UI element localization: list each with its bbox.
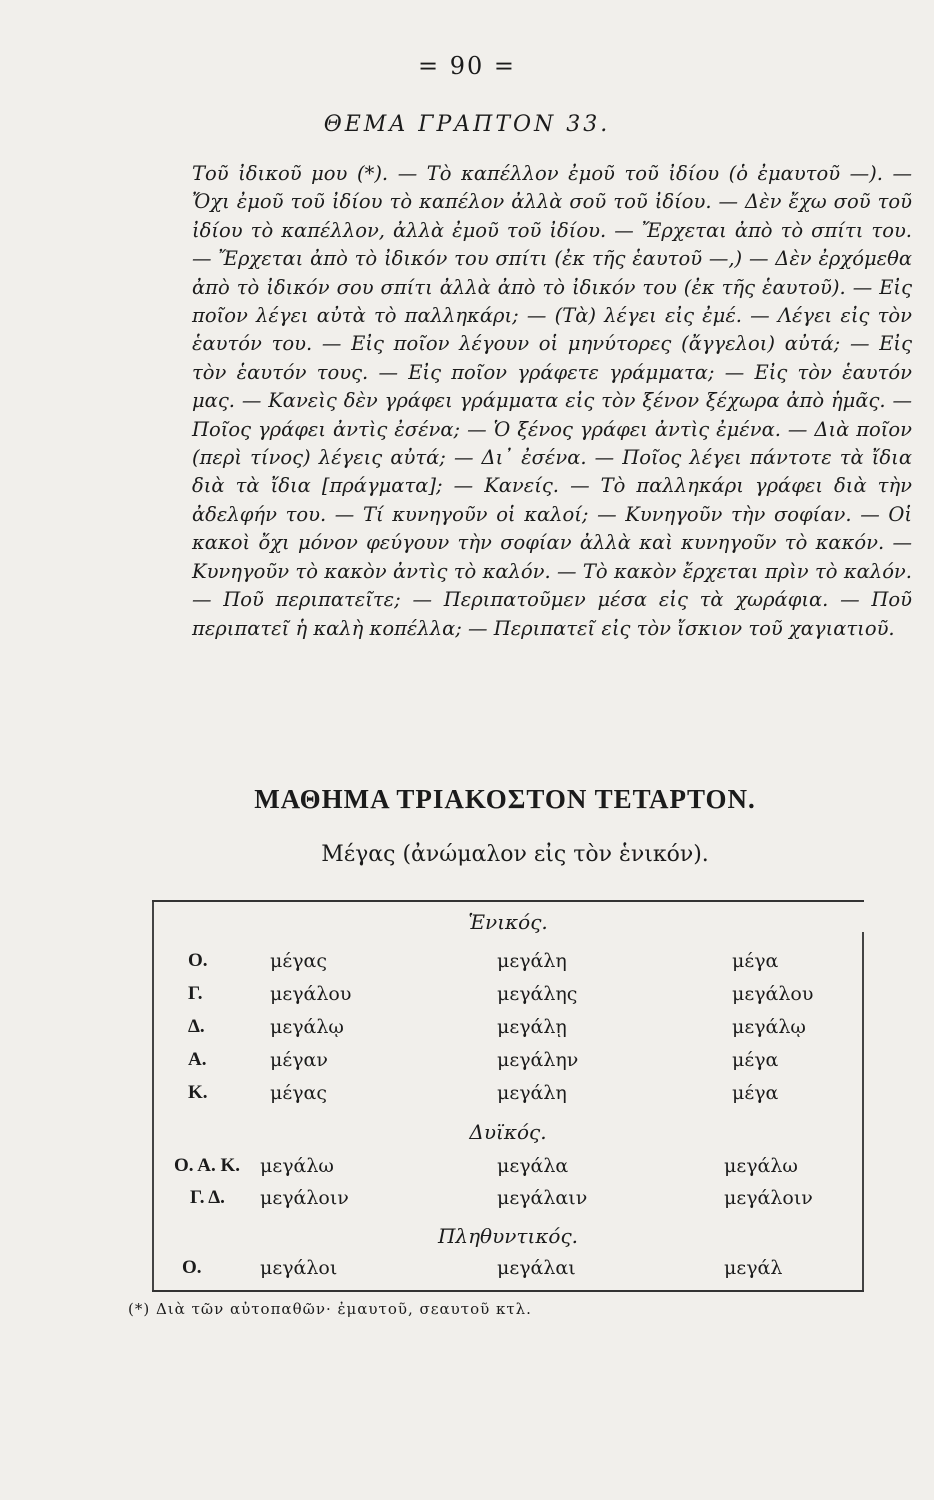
table-row bbox=[152, 1257, 864, 1287]
feminine-form: μεγάλαιν bbox=[497, 1187, 588, 1209]
exercise-title: ΘΕΜΑ ΓΡΑΠΤΟΝ 33. bbox=[323, 112, 611, 137]
neuter-form: μέγα bbox=[732, 1049, 779, 1071]
neuter-form: μεγάλῳ bbox=[732, 1016, 806, 1038]
declension-table bbox=[152, 900, 864, 1292]
lesson-subtitle: Μέγας (ἀνώμαλον εἰς τὸν ἑνικόν). bbox=[321, 842, 709, 867]
case-label: Κ. bbox=[188, 1082, 208, 1103]
table-row bbox=[152, 1155, 864, 1185]
neuter-form: μέγα bbox=[732, 950, 779, 972]
masculine-form: μεγάλω bbox=[260, 1155, 334, 1177]
case-label: Γ. Δ. bbox=[190, 1187, 225, 1208]
feminine-form: μεγάλη bbox=[497, 950, 567, 972]
neuter-form: μεγάλω bbox=[724, 1155, 798, 1177]
feminine-form: μεγάλαι bbox=[497, 1257, 576, 1279]
plural-heading: Πληθυντικός. bbox=[437, 1224, 579, 1248]
neuter-form: μέγα bbox=[732, 1082, 779, 1104]
feminine-form: μεγάλῃ bbox=[497, 1016, 567, 1038]
masculine-form: μέγας bbox=[270, 950, 328, 972]
case-label: Ο. bbox=[182, 1257, 202, 1278]
table-row bbox=[152, 1187, 864, 1217]
masculine-form: μέγαν bbox=[270, 1049, 328, 1071]
case-label: Ο. bbox=[188, 950, 208, 971]
exercise-text: Τοῦ ἰδικοῦ μου (*). — Τὸ καπέλλον ἐμοῦ τοῦ ἰδίου (ὁ ἐμαυτοῦ —). — Ὄχι ἐμοῦ τοῦ ἰδίου τὸ καπέλον ἀλλὰ σοῦ τοῦ ἰδίου. — Δὲν ἔχω σοῦ τοῦ ἰδίου τὸ καπέλλον, ἀλλὰ ἐμοῦ τοῦ ἰδίου. — Ἔρχεται ἀπὸ τὸ σπίτι του. — Ἔρχεται ἀπὸ τὸ ἰδικόν του σπίτι (ἐκ τῆς ἑαυτοῦ —,) — Δὲν ἐρχόμεθα ἀπὸ τὸ ἰδικόν σου σπίτι ἀλλὰ ἀπὸ τὸ ἰδικόν του (ἐκ τῆς ἑαυτοῦ). — Εἰς ποῖον λέγει αὐτὰ τὸ παλληκάρι; — (Τὰ) λέγει εἰς ἐμέ. — Λέγει εἰς τὸν ἑαυτόν του. — Εἰς ποῖον λέγουν οἱ μηνύτορες (ἄγγελοι) αὐτά; — Εἰς τὸν ἑαυτόν τους. — Εἰς ποῖον γράφετε γράμματα; — Εἰς τὸν ἑαυτόν μας. — Κανεὶς δὲν γράφει γράμματα εἰς τὸν ξένον ξέχωρα ἀπὸ ἡμᾶς. — Ποῖος γράφει ἀντὶς ἐσένα; — Ὁ ξένος γράφει ἀντὶς ἐμένα. — Διὰ ποῖον (περὶ τίνος) λέγεις αὐτά; — Δι᾽ ἐσένα. — Ποῖος λέγει πάντοτε τὰ ἴδια διὰ τὰ ἴδια [πράγματα]; — Κανείς. — Τὸ παλληκάρι γράφει διὰ τὴν ἀδελφήν του. — Τί κυνηγοῦν οἱ καλοί; — Κυνηγοῦν τὴν σοφίαν. — Οἱ κακοὶ ὄχι μόνον φεύγουν τὴν σοφίαν ἀλλὰ καὶ κυνηγοῦν τὸ κακόν. — Κυνηγοῦν τὸ κακὸν ἀντὶς τὸ καλόν. — Τὸ κακὸν ἔρχεται πρὶν τὸ καλόν. — Ποῦ περιπατεῖτε; — Περιπατοῦμεν μέσα εἰς τὰ χωράφια. — Ποῦ περιπατεῖ ἡ καλὴ κοπέλλα; — Περιπατεῖ εἰς τὸν ἴσκιον τοῦ χαγιατιοῦ. bbox=[192, 162, 912, 640]
table-row bbox=[152, 1016, 864, 1046]
masculine-form: μεγάλοιν bbox=[260, 1187, 349, 1209]
masculine-form: μεγάλου bbox=[270, 983, 352, 1005]
masculine-form: μέγας bbox=[270, 1082, 328, 1104]
case-label: Ο. Α. Κ. bbox=[174, 1155, 240, 1176]
table-row bbox=[152, 1049, 864, 1079]
table-row bbox=[152, 1082, 864, 1112]
footnote: (*) Διὰ τῶν αὐτοπαθῶν· ἐμαυτοῦ, σεαυτοῦ κτλ. bbox=[128, 1300, 532, 1318]
neuter-form: μεγάλ bbox=[724, 1257, 783, 1279]
neuter-form: μεγάλοιν bbox=[724, 1187, 813, 1209]
singular-heading: Ἑνικός. bbox=[468, 910, 548, 934]
feminine-form: μεγάλα bbox=[497, 1155, 569, 1177]
dual-heading: Δυϊκός. bbox=[469, 1120, 547, 1144]
case-label: Γ. bbox=[188, 983, 203, 1004]
table-row bbox=[152, 950, 864, 980]
feminine-form: μεγάλης bbox=[497, 983, 578, 1005]
table-row bbox=[152, 983, 864, 1013]
lesson-title: ΜΑΘΗΜΑ ΤΡΙΑΚΟΣΤΟΝ ΤΕΤΑΡΤΟΝ. bbox=[254, 784, 756, 814]
feminine-form: μεγάλην bbox=[497, 1049, 579, 1071]
case-label: Δ. bbox=[188, 1016, 205, 1037]
feminine-form: μεγάλη bbox=[497, 1082, 567, 1104]
page-number: = 90 = bbox=[417, 52, 516, 80]
case-label: Α. bbox=[188, 1049, 207, 1070]
masculine-form: μεγάλῳ bbox=[270, 1016, 344, 1038]
masculine-form: μεγάλοι bbox=[260, 1257, 338, 1279]
neuter-form: μεγάλου bbox=[732, 983, 814, 1005]
